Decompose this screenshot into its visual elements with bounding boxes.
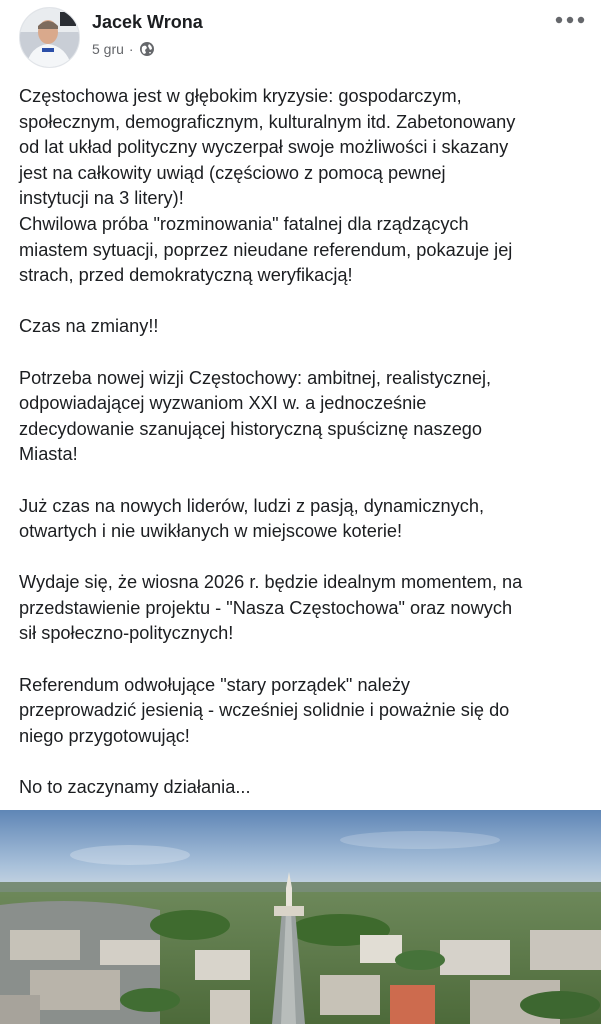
post-paragraph — [19, 570, 584, 647]
post-paragraph — [19, 775, 584, 801]
post-line: społecznym, demograficznym, kulturalnym itd. Zabetonowany — [19, 111, 516, 132]
more-options-icon — [555, 16, 585, 24]
post-paragraph — [19, 673, 584, 750]
paragraph-gap — [19, 468, 584, 494]
post-line: jest na całkowity uwiąd (częściowo z pomocą pewnej — [19, 162, 446, 183]
post-line: niego przygotowując! — [19, 725, 190, 746]
post-line: No to zaczynamy działania... — [19, 777, 251, 798]
post-line: zdecydowanie szanującej historyczną spuściznę naszego — [19, 418, 483, 439]
paragraph-gap — [19, 545, 584, 571]
post-line: Miasta! — [19, 444, 78, 465]
post-line: Czas na zmiany!! — [19, 316, 159, 337]
globe-icon — [139, 41, 155, 57]
avatar[interactable] — [19, 7, 80, 68]
city-aerial-image — [0, 810, 601, 1024]
post-paragraph — [19, 494, 584, 545]
post-line: Referendum odwołujące "stary porządek" należy — [19, 674, 411, 695]
post-photo[interactable] — [0, 810, 601, 1024]
post-line: Już czas na nowych liderów, ludzi z pasją, dynamicznych, — [19, 495, 485, 516]
post-line: Wydaje się, że wiosna 2026 r. będzie idealnym momentem, na — [19, 572, 523, 593]
paragraph-gap — [19, 647, 584, 673]
post-paragraph — [19, 84, 584, 289]
post-line: Częstochowa jest w głębokim kryzysie: gospodarczym, — [19, 86, 462, 106]
post-line: odpowiadającej wyzwaniom XXI w. a jednocześnie — [19, 393, 427, 414]
post-meta — [92, 41, 155, 57]
meta-separator: · — [128, 41, 134, 57]
post-line: Potrzeba nowej wizji Częstochowy: ambitnej, realistycznej, — [19, 367, 492, 388]
post-line: otwartych i nie uwikłanych w miejscowe koterie! — [19, 521, 403, 542]
author-name[interactable]: Jacek Wrona — [92, 12, 203, 32]
avatar-photo — [20, 8, 79, 67]
post-line: miastem sytuacji, poprzez nieudane referendum, pokazuje jej — [19, 239, 513, 260]
post-header — [0, 0, 601, 72]
post-line: instytucji na 3 litery)! — [19, 188, 184, 209]
post-line: przeprowadzić jesienią - wcześniej solidnie i poważnie się do — [19, 700, 510, 721]
paragraph-gap — [19, 289, 584, 315]
post-paragraph — [19, 314, 584, 340]
post-line: od lat układ polityczny wyczerpał swoje możliwości i skazany — [19, 137, 509, 158]
paragraph-gap — [19, 749, 584, 775]
post-line: sił społeczno-politycznych! — [19, 623, 234, 644]
post-paragraph — [19, 366, 584, 468]
post-line: Chwilowa próba "rozminowania" fatalnej dla rządzących — [19, 213, 469, 234]
post-line: przedstawienie projektu - "Nasza Częstochowa" oraz nowych — [19, 597, 513, 618]
post-date[interactable]: 5 gru — [92, 41, 124, 57]
paragraph-gap — [19, 340, 584, 366]
more-options-button[interactable] — [551, 10, 589, 30]
post-line: strach, przed demokratyczną weryfikacją! — [19, 265, 353, 286]
post-text — [19, 84, 584, 801]
